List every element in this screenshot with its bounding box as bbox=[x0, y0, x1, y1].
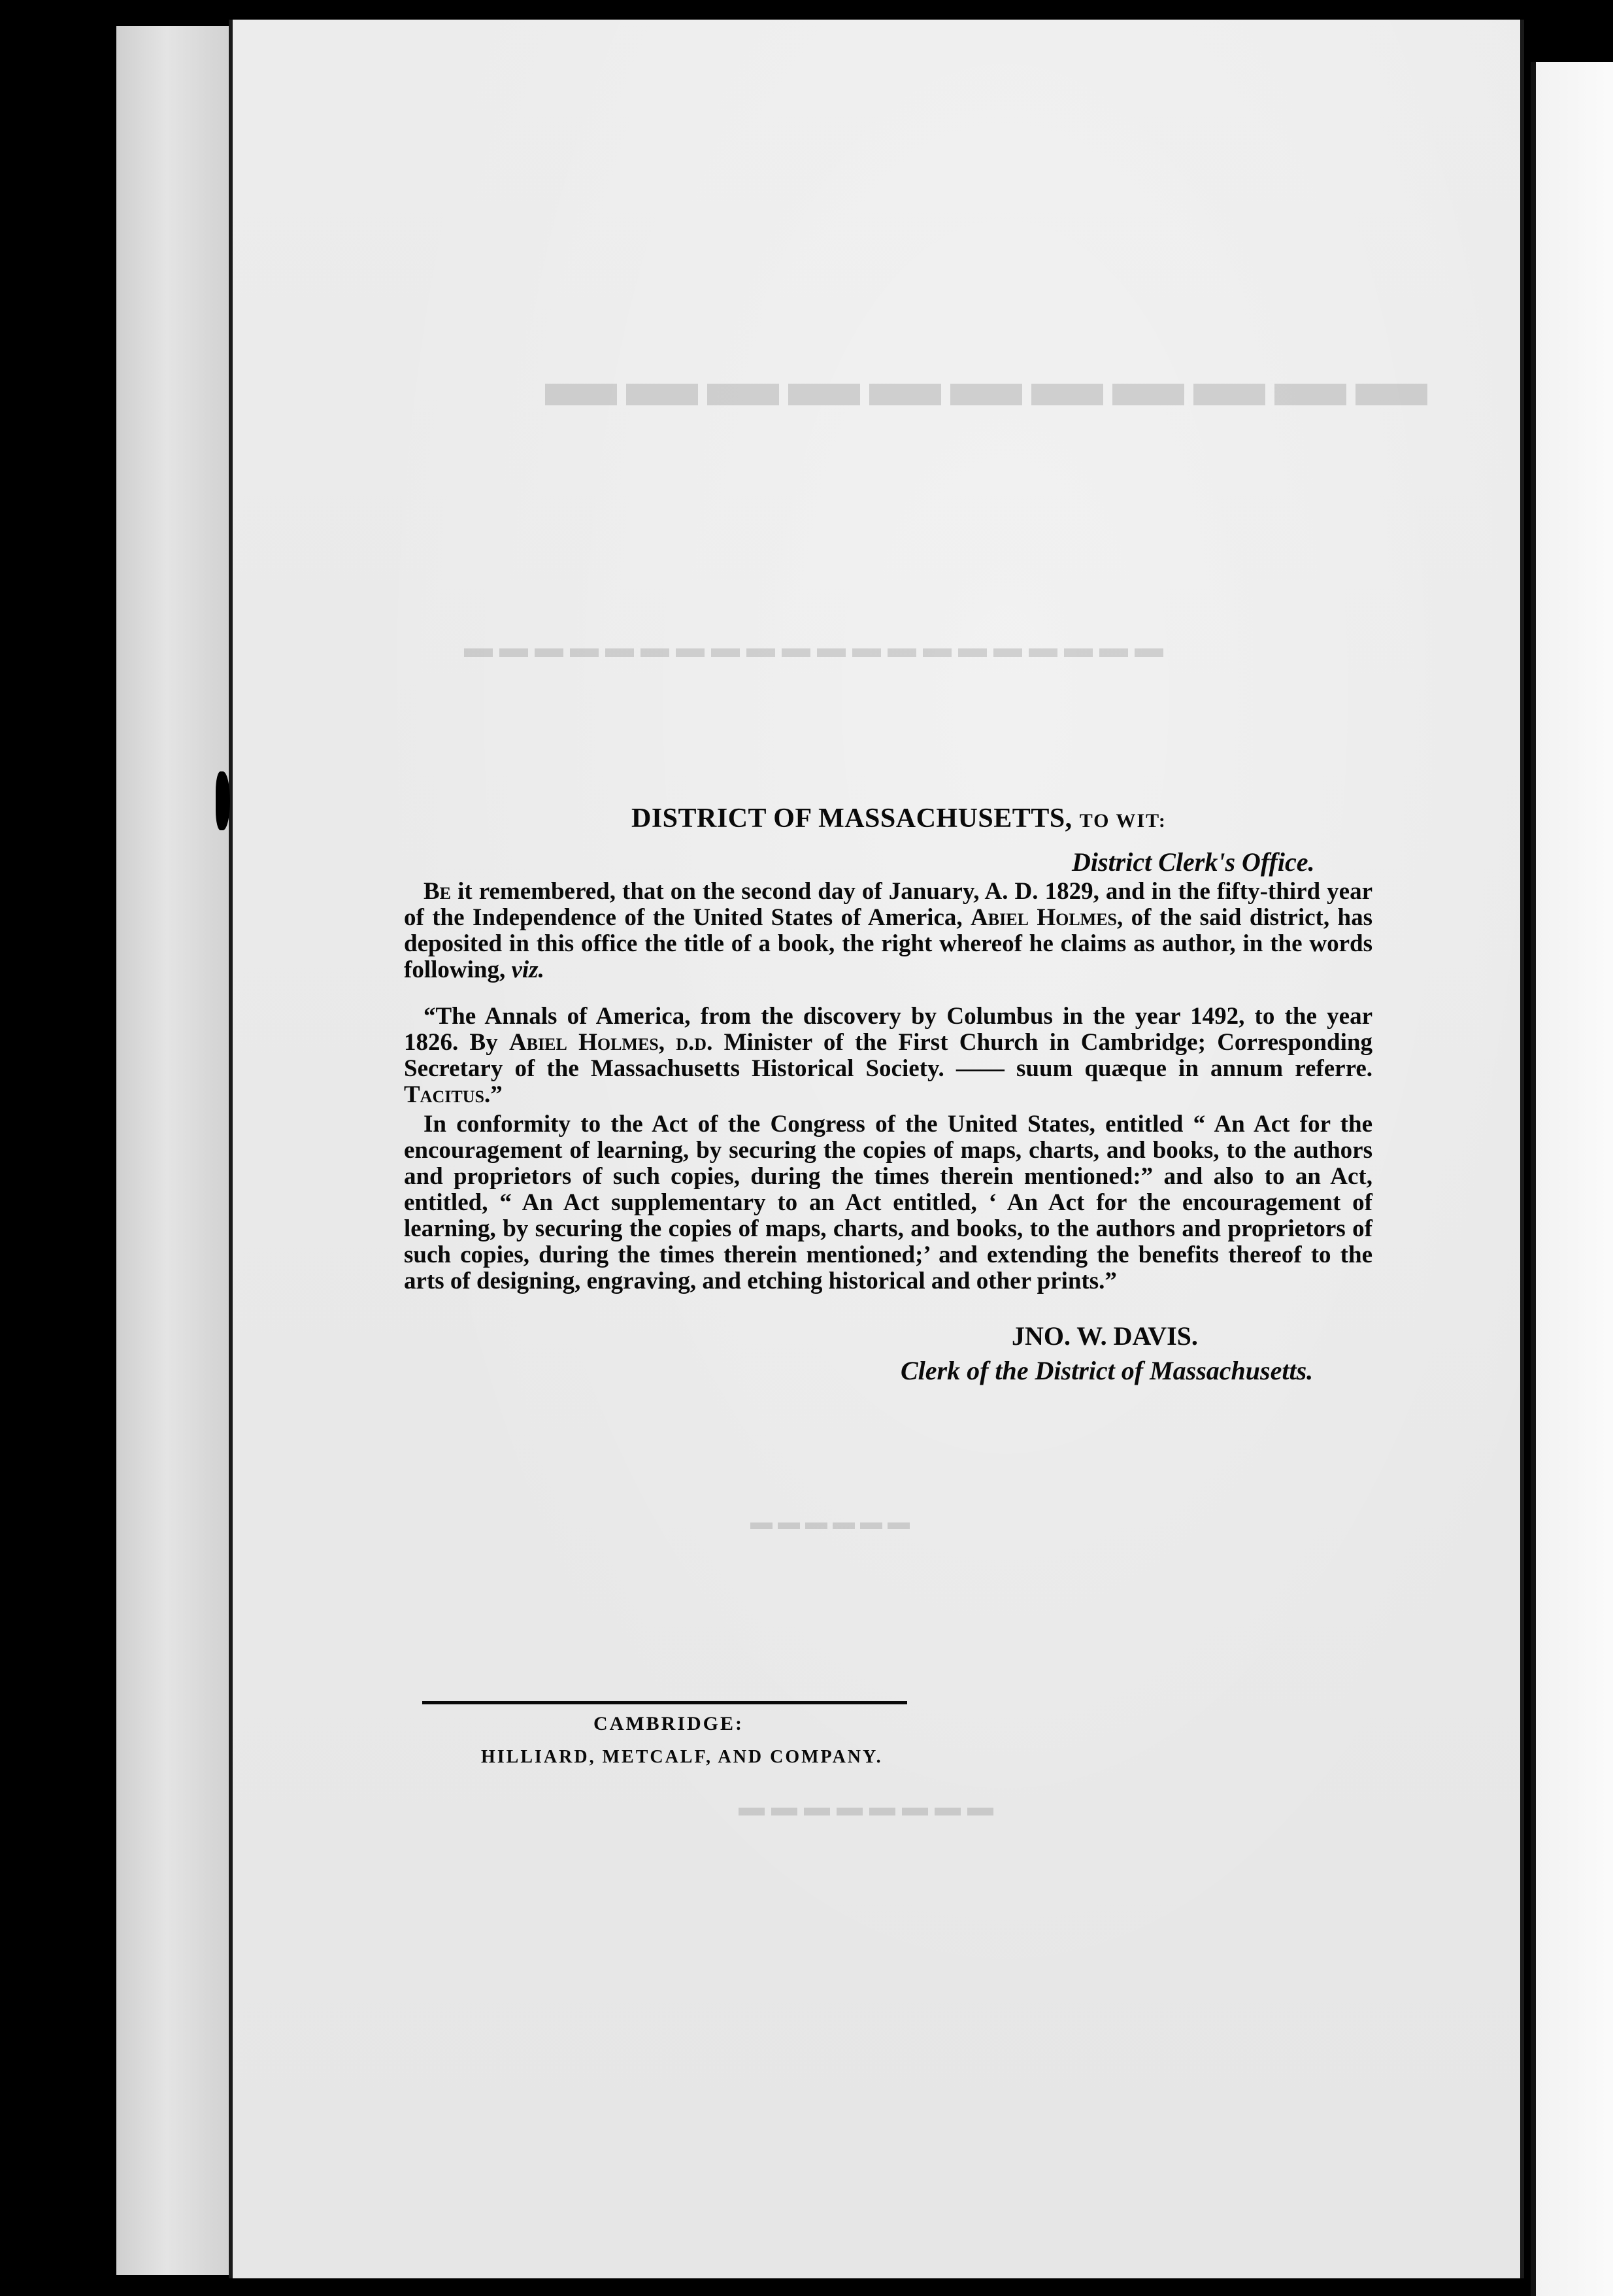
heading-to-wit: TO WIT: bbox=[1079, 810, 1167, 832]
clerk-signature-name: JNO. W. DAVIS. bbox=[1012, 1321, 1198, 1351]
book-title-paragraph bbox=[404, 1004, 1372, 1108]
heading-main: DISTRICT OF MASSACHUSETTS, bbox=[631, 803, 1073, 834]
imprint-publisher: HILLIARD, METCALF, AND COMPANY. bbox=[481, 1747, 883, 1767]
paragraph-text: “The Annals of America, from the discovery by Columbus in the year 1492, to the year 1826. By bbox=[404, 1003, 1372, 1056]
facing-page-edge bbox=[1531, 62, 1613, 2296]
clerk-signature-title: Clerk of the District of Massachusetts. bbox=[901, 1356, 1314, 1385]
imprint-place: CAMBRIDGE: bbox=[593, 1713, 744, 1734]
paragraph-text: Minister of the First Church in Cambridge; Corresponding Secretary of the Massachusetts Historical Society. —— suum quæque in annum referre. bbox=[404, 1029, 1372, 1082]
adjacent-page-edge bbox=[116, 26, 229, 2275]
clerk-office-line: District Clerk's Office. bbox=[1072, 847, 1315, 877]
page-tear-mark bbox=[216, 771, 230, 830]
bleed-through-volumes: ▬▬▬▬▬▬ bbox=[745, 1510, 910, 1534]
bleed-through-subtitle: ▬▬▬▬▬▬▬▬▬▬▬▬▬▬▬▬▬▬▬▬ bbox=[457, 632, 1163, 664]
paragraph-lead-word: Be bbox=[424, 878, 452, 905]
act-conformity-paragraph: In conformity to the Act of the Congress of the United States, entitled “ An Act for the encouragement of learning, by securing the copies of maps, charts, and books, to the authors and proprietors of such copies, during the times therein mentioned:” and also to an Act, entitled, “ An Act supplementary to an Act entitled, ‘ An Act for the encouragement of learning, by securing the copies of maps, charts, and books, to the authors and proprietors of such copies, during the times therein mentioned;’ and extending the benefits thereof to the arts of designing, engraving, and etching historical and other prints.” bbox=[404, 1111, 1372, 1294]
paragraph-text: it remembered, that on the second day of January, A. D. 1829, and in the fifty-third year of the Independence of the United States of America, bbox=[404, 878, 1372, 931]
paragraph-text: , of the said district, has deposited in this office the title of a book, the right whereof he claims as author, in the words following, bbox=[404, 904, 1372, 983]
bleed-through-title: ▬▬▬▬▬▬▬▬▬▬▬ bbox=[536, 341, 1427, 421]
tacitus-citation: Tacitus bbox=[404, 1081, 484, 1108]
bleed-through-imprint: ▬▬▬▬▬▬▬▬ bbox=[732, 1792, 993, 1821]
imprint-divider bbox=[422, 1701, 907, 1704]
author-name: Abiel Holmes, d.d. bbox=[508, 1029, 713, 1056]
paragraph-text: .” bbox=[484, 1081, 503, 1108]
district-heading bbox=[631, 803, 1167, 834]
viz-word: viz. bbox=[511, 956, 544, 983]
author-name: Abiel Holmes bbox=[971, 904, 1118, 931]
copyright-paragraph bbox=[404, 879, 1372, 983]
